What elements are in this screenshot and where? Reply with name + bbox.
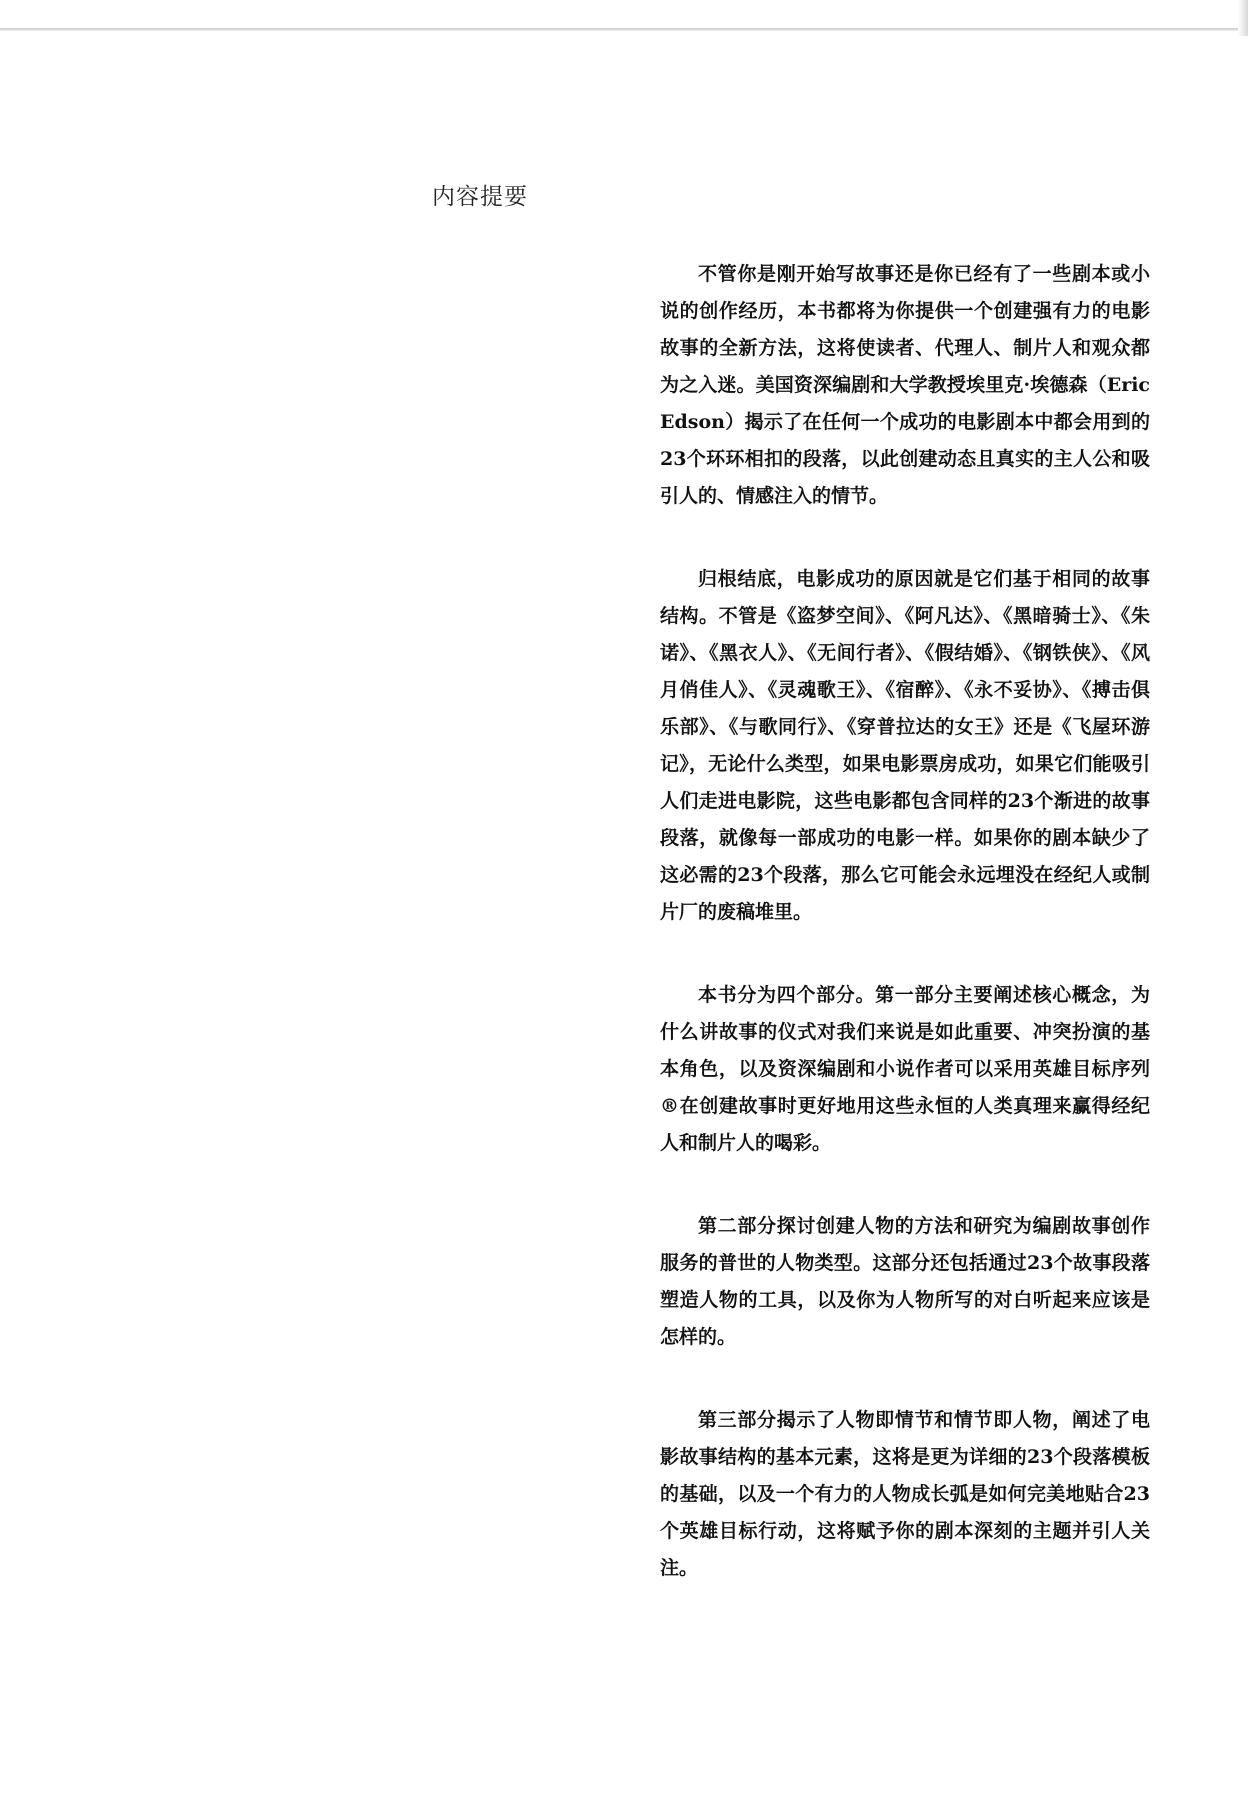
page-heading: 内容提要	[432, 184, 528, 210]
paragraph-2: 归根结底，电影成功的原因就是它们基于相同的故事结构。不管是《盗梦空间》、《阿凡达》、《黑暗骑士》、《朱诺》、《黑衣人》、《无间行者》、《假结婚》、《钢铁侠》、《风月俏佳人》、《灵魂歌王》、《宿醉》、《永不妥协》、《搏击俱乐部》、《与歌同行》、《穿普拉达的女王》还是《飞屋环游记》，无论什么类型，如果电影票房成功，如果它们能吸引人们走进电影院，这些电影都包含同样的23个渐进的故事段落，就像每一部成功的电影一样。如果你的剧本缺少了这必需的23个段落，那么它可能会永远埋没在经纪人或制片厂的废稿堆里。	[660, 568, 1150, 923]
scan-edge-line	[0, 28, 1248, 31]
paragraph-4: 第二部分探讨创建人物的方法和研究为编剧故事创作服务的普世的人物类型。这部分还包括通过23个故事段落塑造人物的工具，以及你为人物所写的对白听起来应该是怎样的。	[660, 1215, 1150, 1348]
paragraph-1: 不管你是刚开始写故事还是你已经有了一些剧本或小说的创作经历，本书都将为你提供一个创建强有力的电影故事的全新方法，这将使读者、代理人、制片人和观众都为之入迷。美国资深编剧和大学教授埃里克·埃德森（Eric Edson）揭示了在任何一个成功的电影剧本中都会用到的23个环环相扣的段落，以此创建动态且真实的主人公和吸引人的、情感注入的情节。	[660, 263, 1150, 507]
paragraph-3: 本书分为四个部分。第一部分主要阐述核心概念，为什么讲故事的仪式对我们来说是如此重要、冲突扮演的基本角色，以及资深编剧和小说作者可以采用英雄目标序列®在创建故事时更好地用这些永恒的人类真理来赢得经纪人和制片人的喝彩。	[660, 984, 1150, 1154]
scan-corner-shadow	[1238, 0, 1248, 36]
paragraph-5: 第三部分揭示了人物即情节和情节即人物，阐述了电影故事结构的基本元素，这将是更为详细的23个段落模板的基础，以及一个有力的人物成长弧是如何完美地贴合23个英雄目标行动，这将赋予你的剧本深刻的主题并引人关注。	[660, 1409, 1150, 1579]
summary-body	[660, 256, 1150, 1633]
